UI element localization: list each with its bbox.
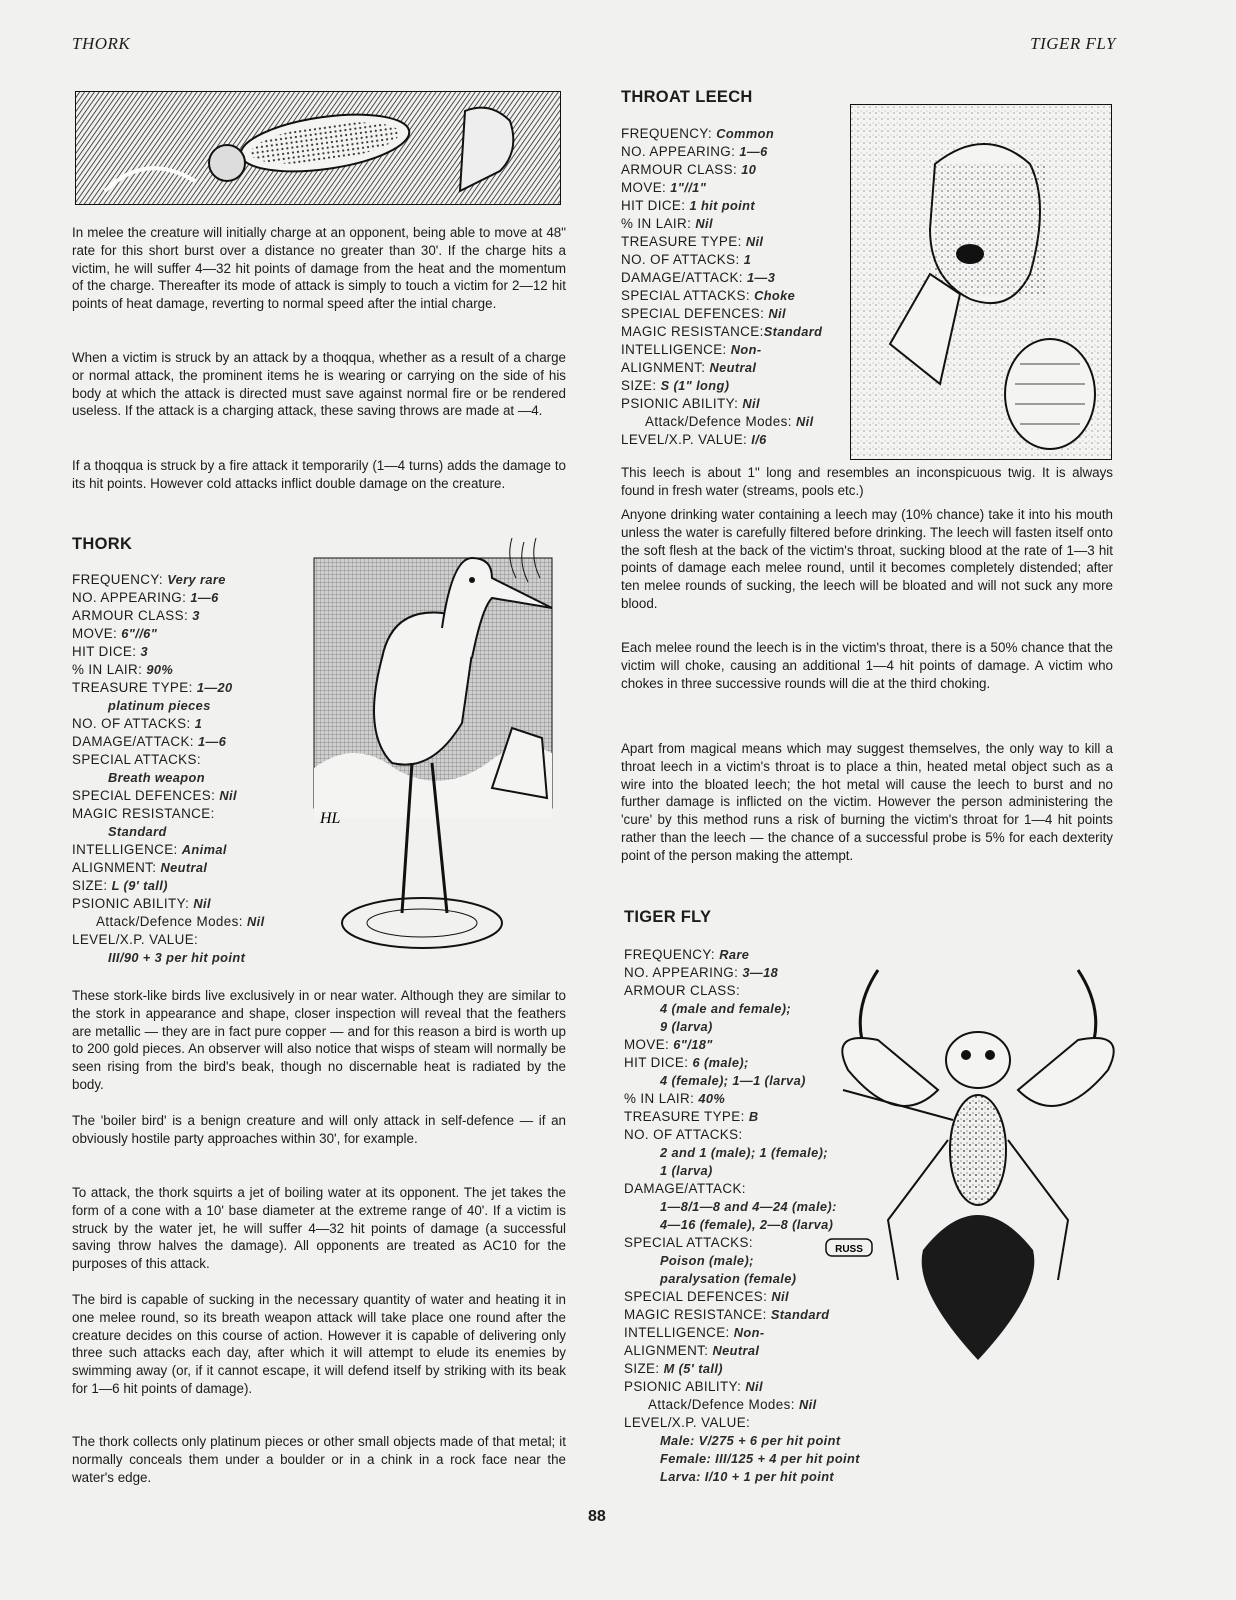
stat-label: NO. APPEARING: — [621, 144, 740, 159]
stat-label: MOVE: — [72, 626, 122, 641]
stat-value: Non- — [733, 1325, 765, 1340]
artist-signature: HL — [320, 810, 341, 827]
tiger-fly-illustration — [818, 950, 1138, 1400]
stat-label: DAMAGE/ATTACK: — [72, 734, 199, 749]
stat-line — [72, 931, 265, 949]
stat-line — [72, 805, 265, 823]
stat-value: 4 (female); 1—1 (larva) — [660, 1073, 806, 1088]
thoqqua-paragraph: When a victim is struck by an attack by a thoqqua, whether as a result of a charge or normal attack, the prominent items he is wearing or carrying on the side of his body at which the attack is directed must save against normal fire or be rendered useless. If the attack is a charging attack, these saving throws are made at —4. — [72, 350, 566, 419]
stat-value: 1 — [194, 716, 203, 731]
stat-value: 3—18 — [742, 965, 779, 980]
stat-value: 3 — [192, 608, 200, 623]
stat-value: Animal — [181, 842, 227, 857]
stat-value: L (9' tall) — [111, 878, 168, 893]
thoqqua-paragraph: In melee the creature will initially charge at an opponent, being able to move at 48" rate for this short burst over a distance no greater than 30'. If the charge hits a victim, he will suffer 4—32 hit points of damage from the heat and the momentum of the charge. Thereafter its mode of attack is simply to touch a victim for 2—12 hit points of heat damage, reverting to normal speed after the intial charge. — [72, 225, 566, 312]
stat-label: INTELLIGENCE: — [72, 842, 182, 857]
stat-label: Attack/Defence Modes: — [648, 1397, 799, 1412]
stat-value: 90% — [146, 662, 174, 677]
stat-value: Nil — [246, 914, 265, 929]
stat-line — [621, 287, 822, 305]
stat-label: SPECIAL ATTACKS: — [72, 752, 201, 767]
artist-signature: RUSS — [835, 1244, 863, 1255]
stat-value: Common — [716, 126, 775, 141]
stat-value: 4 (male and female); — [660, 1001, 792, 1016]
stat-value: S (1" long) — [660, 378, 730, 393]
stat-line — [72, 751, 265, 769]
stat-label: FREQUENCY: — [621, 126, 717, 141]
stat-value: Larva: I/10 + 1 per hit point — [660, 1469, 835, 1484]
stat-label: SPECIAL ATTACKS: — [624, 1235, 753, 1250]
stat-line — [72, 607, 265, 625]
stat-line — [621, 143, 822, 161]
stat-line — [72, 643, 265, 661]
stat-label: HIT DICE: — [621, 198, 690, 213]
stat-value: Nil — [695, 216, 713, 231]
thork-paragraph: The bird is capable of sucking in the necessary quantity of water and heating it in one melee round, so its breath weapon attack will take place one round after the creature decides on this course of action. However it is capable of delivering only three such attacks each day, after which it will attempt to elude its enemies by swimming away (or, if it cannot escape, it will defend itself by striking with its beak for 1—6 hit points of damage). — [72, 1292, 566, 1396]
stat-label: SPECIAL ATTACKS: — [621, 288, 755, 303]
stat-line — [72, 823, 265, 841]
stat-value: Nil — [219, 788, 237, 803]
stat-line — [621, 269, 822, 287]
stat-label: SPECIAL DEFENCES: — [624, 1289, 772, 1304]
stat-label: ALIGNMENT: — [624, 1343, 713, 1358]
stat-label: MOVE: — [624, 1037, 674, 1052]
stat-value: Male: V/275 + 6 per hit point — [660, 1433, 841, 1448]
throat-leech-paragraph: Each melee round the leech is in the victim's throat, there is a 50% chance that the victim will choke, causing an additional 1—4 hit points of damage. A victim who chokes in three successive rounds will die at the third choking. — [621, 640, 1113, 691]
stat-value: Nil — [795, 414, 814, 429]
stat-label: LEVEL/X.P. VALUE: — [624, 1415, 751, 1430]
stat-value: Rare — [719, 947, 750, 962]
stat-label: FREQUENCY: — [624, 947, 720, 962]
thork-stat-block — [72, 571, 265, 967]
thoqqua-paragraph: If a thoqqua is struck by a fire attack it temporarily (1—4 turns) adds the damage to its hit points. However cold attacks inflict double damage on the creature. — [72, 458, 566, 491]
stat-value: 1—3 — [747, 270, 776, 285]
stat-value: 1—6 — [739, 144, 768, 159]
stat-line — [621, 161, 822, 179]
page-number: 88 — [588, 1508, 606, 1525]
throat-leech-heading: THROAT LEECH — [621, 88, 753, 106]
stat-line — [72, 733, 265, 751]
stat-value: 3 — [140, 644, 149, 659]
stat-label: LEVEL/X.P. VALUE: — [72, 932, 199, 947]
stat-line — [621, 233, 822, 251]
stat-label: ALIGNMENT: — [621, 360, 710, 375]
stat-label: PSIONIC ABILITY: — [621, 396, 743, 411]
stat-value: 1"//1" — [670, 180, 707, 195]
stat-label: NO. APPEARING: — [72, 590, 191, 605]
stat-label: INTELLIGENCE: — [624, 1325, 734, 1340]
stat-line — [72, 949, 265, 967]
stat-label: NO. OF ATTACKS: — [72, 716, 195, 731]
stat-label: Attack/Defence Modes: — [645, 414, 796, 429]
thork-paragraph: The thork collects only platinum pieces or other small objects made of that metal; it normally conceals them under a boulder or in a chink in a rock face near the water's edge. — [72, 1434, 566, 1485]
stat-line — [621, 305, 822, 323]
stat-label: PSIONIC ABILITY: — [72, 896, 194, 911]
stat-label: MAGIC RESISTANCE: — [72, 806, 215, 821]
stat-label: ARMOUR CLASS: — [72, 608, 193, 623]
stat-line — [621, 215, 822, 233]
stat-value: 10 — [741, 162, 757, 177]
throat-leech-paragraph: Anyone drinking water containing a leech may (10% chance) take it into his mouth unless the water is carefully filtered before drinking. The leech will fasten itself onto the soft flesh at the back of the victim's throat, sucking blood at the rate of 1—3 hit points of damage each melee round, until it becomes completely distended; after ten melee rounds of sucking, the leech will be bloated and will not suck any more blood. — [621, 507, 1113, 611]
stat-line — [72, 913, 265, 931]
stat-value: platinum pieces — [108, 698, 211, 713]
stat-value: Standard — [763, 324, 823, 339]
stat-value: Standard — [108, 824, 167, 839]
stat-value: Neutral — [712, 1343, 760, 1358]
stat-line — [624, 1414, 860, 1432]
stat-label: SPECIAL DEFENCES: — [621, 306, 769, 321]
stat-line — [621, 197, 822, 215]
stat-label: MAGIC RESISTANCE: — [621, 324, 764, 339]
stat-label: NO. OF ATTACKS: — [621, 252, 744, 267]
stat-value: Non- — [730, 342, 762, 357]
stat-line — [621, 341, 822, 359]
throat-leech-paragraph: This leech is about 1" long and resembles an inconspicuous twig. It is always found in fresh water (streams, pools etc.) — [621, 465, 1113, 498]
stat-value: Breath weapon — [108, 770, 205, 785]
stat-value: Nil — [768, 306, 786, 321]
stat-value: Nil — [745, 1379, 763, 1394]
throat-leech-stat-block — [621, 125, 822, 449]
stat-line — [621, 377, 822, 395]
stat-value: 6"//6" — [121, 626, 158, 641]
stat-line — [621, 179, 822, 197]
stat-value: Choke — [754, 288, 796, 303]
stat-label: % IN LAIR: — [72, 662, 147, 677]
stat-value: Very rare — [167, 572, 226, 587]
stat-value: Neutral — [160, 860, 208, 875]
stat-value: 6"/18" — [673, 1037, 713, 1052]
stat-value: 1—8/1—8 and 4—24 (male): — [660, 1199, 837, 1214]
stat-value: 9 (larva) — [660, 1019, 713, 1034]
stat-label: SPECIAL DEFENCES: — [72, 788, 220, 803]
stat-line — [72, 877, 265, 895]
stat-line — [72, 841, 265, 859]
stat-label: SIZE: — [624, 1361, 664, 1376]
stat-label: ARMOUR CLASS: — [621, 162, 742, 177]
stat-value: Nil — [742, 396, 760, 411]
stat-label: DAMAGE/ATTACK: — [624, 1181, 746, 1196]
stat-line — [72, 625, 265, 643]
stat-label: FREQUENCY: — [72, 572, 168, 587]
throat-leech-paragraph: Apart from magical means which may suggest themselves, the only way to kill a throat leech in a victim's throat is to place a thin, heated metal object such as a wire into the bloated leech; the hot metal will cause the leech to burst and no further damage is inflicted on the victim. However the person administering the 'cure' by this method runs a risk of burning the victim's throat for 1—4 hit points rather than the leech — the chance of a successful probe is 5% for each dexterity point of the person making the attempt. — [621, 741, 1113, 863]
stat-value: Nil — [745, 234, 764, 249]
stat-label: ARMOUR CLASS: — [624, 983, 741, 998]
stat-value: 1 — [743, 252, 752, 267]
stat-value: Neutral — [709, 360, 757, 375]
stat-label: NO. APPEARING: — [624, 965, 743, 980]
thork-paragraph: To attack, the thork squirts a jet of boiling water at its opponent. The jet takes the form of a cone with a 10' base diameter at the extreme range of 40'. If a victim is struck by the water jet, he will suffer 4—32 hit points of damage (a successful saving throw halves the damage). All opponents are treated as AC10 for the purposes of this attack. — [72, 1185, 566, 1272]
thoqqua-illustration — [75, 91, 561, 205]
stat-line — [621, 431, 822, 449]
running-head-left: THORK — [72, 34, 131, 53]
stat-label: INTELLIGENCE: — [621, 342, 731, 357]
stat-line — [72, 895, 265, 913]
stat-label: ALIGNMENT: — [72, 860, 161, 875]
stat-line — [624, 1468, 860, 1486]
stat-value: 1—6 — [198, 734, 227, 749]
stat-label: TREASURE TYPE: — [72, 680, 197, 695]
thork-paragraph: These stork-like birds live exclusively in or near water. Although they are similar to the stork in appearance and shape, closer inspection will reveal that the feathers are metallic — they are in fact pure copper — and for this reason a bird is worth up to 200 gold pieces. An observer will also notice that wisps of steam will normally be seen rising from the bird's beak, though no discernable heat is radiated by the body. — [72, 988, 566, 1092]
stat-value: 4—16 (female), 2—8 (larva) — [660, 1217, 834, 1232]
stat-line — [621, 413, 822, 431]
stat-line — [621, 251, 822, 269]
tiger-fly-heading: TIGER FLY — [624, 908, 712, 926]
stat-line — [72, 571, 265, 589]
stat-value: 6 (male); — [692, 1055, 749, 1070]
stat-line — [72, 715, 265, 733]
stat-value: paralysation (female) — [660, 1271, 797, 1286]
stat-value: Standard — [770, 1307, 830, 1322]
stat-line — [621, 359, 822, 377]
stat-line — [621, 125, 822, 143]
stat-value: 40% — [698, 1091, 726, 1106]
stat-label: SIZE: — [72, 878, 112, 893]
stat-value: M (5' tall) — [663, 1361, 723, 1376]
stat-value: 1 hit point — [689, 198, 756, 213]
stat-label: LEVEL/X.P. VALUE: — [621, 432, 752, 447]
stat-label: HIT DICE: — [72, 644, 141, 659]
stat-line — [72, 859, 265, 877]
stat-value: 1—6 — [190, 590, 219, 605]
stat-label: NO. OF ATTACKS: — [624, 1127, 743, 1142]
stat-value: III/90 + 3 per hit point — [108, 950, 246, 965]
stat-line — [72, 661, 265, 679]
stat-line — [621, 323, 822, 341]
stat-label: PSIONIC ABILITY: — [624, 1379, 746, 1394]
stat-value: B — [748, 1109, 759, 1124]
stat-label: Attack/Defence Modes: — [96, 914, 247, 929]
stat-label: TREASURE TYPE: — [621, 234, 746, 249]
stat-value: 2 and 1 (male); 1 (female); — [660, 1145, 828, 1160]
stat-line — [72, 679, 265, 697]
stat-line — [72, 697, 265, 715]
stat-line — [72, 787, 265, 805]
stat-value: Nil — [193, 896, 211, 911]
stat-value: Poison (male); — [660, 1253, 754, 1268]
stat-line — [624, 1432, 860, 1450]
stat-value: I/6 — [751, 432, 767, 447]
stat-label: MOVE: — [621, 180, 671, 195]
stat-label: SIZE: — [621, 378, 661, 393]
stat-value: 1—20 — [196, 680, 233, 695]
stat-label: TREASURE TYPE: — [624, 1109, 749, 1124]
stat-label: DAMAGE/ATTACK: — [621, 270, 748, 285]
stat-label: % IN LAIR: — [624, 1091, 699, 1106]
stat-line — [72, 589, 265, 607]
stat-value: Nil — [771, 1289, 789, 1304]
stat-label: % IN LAIR: — [621, 216, 696, 231]
stat-value: 1 (larva) — [660, 1163, 713, 1178]
thork-heading: THORK — [72, 535, 133, 553]
stat-line — [72, 769, 265, 787]
stat-label: HIT DICE: — [624, 1055, 693, 1070]
stat-value: Nil — [798, 1397, 817, 1412]
thork-paragraph: The 'boiler bird' is a benign creature and will only attack in self-defence — if an obviously hostile party approaches within 30', for example. — [72, 1113, 566, 1146]
running-head-right: TIGER FLY — [1030, 34, 1116, 53]
stat-line — [624, 1450, 860, 1468]
thork-illustration — [312, 538, 557, 968]
stat-value: Female: III/125 + 4 per hit point — [660, 1451, 860, 1466]
stat-label: MAGIC RESISTANCE: — [624, 1307, 771, 1322]
throat-leech-illustration — [850, 104, 1112, 460]
stat-line — [621, 395, 822, 413]
